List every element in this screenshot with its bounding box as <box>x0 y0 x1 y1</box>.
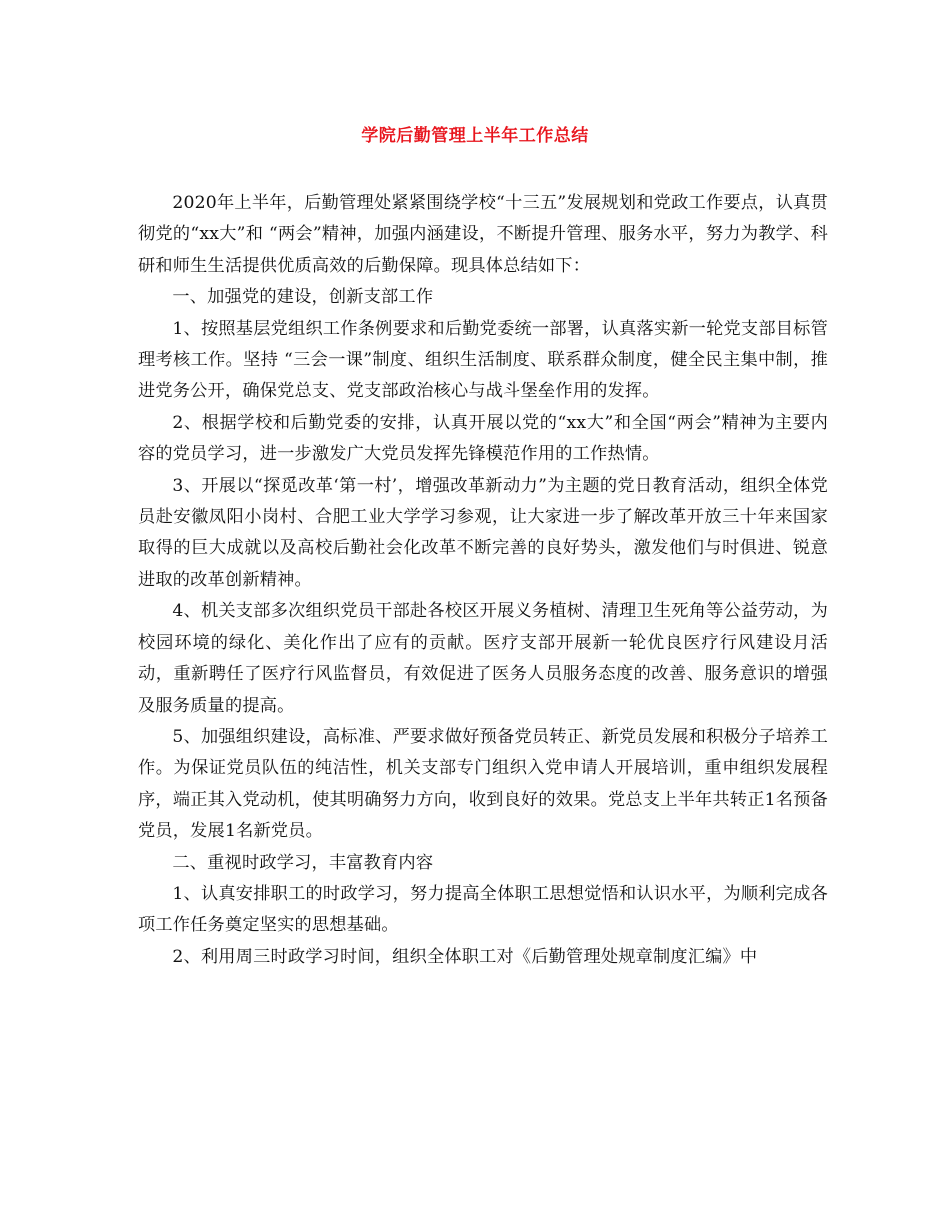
paragraph-1-2: 2、根据学校和后勤党委的安排，认真开展以党的“xx大”和全国“两会”精神为主要内容的党员学习，进一步激发广大党员发挥先锋模范作用的工作热情。 <box>138 412 828 465</box>
paragraph-1-1: 1、按照基层党组织工作条例要求和后勤党委统一部署，认真落实新一轮党支部目标管理考核工作。坚持 “三会一课”制度、组织生活制度、联系群众制度，健全民主集中制，推进党务公开，确保党总支、党支部政治核心与战斗堡垒作用的发挥。 <box>138 318 828 402</box>
paragraph-intro: 2020年上半年，后勤管理处紧紧围绕学校“十三五”发展规划和党政工作要点，认真贯彻党的“xx大”和 “两会”精神，加强内涵建设，不断提升管理、服务水平，努力为教学、科研和师生生活提供优质高效的后勤保障。现具体总结如下： <box>138 193 828 276</box>
paragraph-2-2: 2、利用周三时政学习时间，组织全体职工对《后勤管理处规章制度汇编》中 <box>172 946 758 967</box>
paragraph-1-3: 3、开展以“探觅改革‘第一村’，增强改革新动力”为主题的党日教育活动，组织全体党员赴安徽凤阳小岗村、合肥工业大学学习参观，让大家进一步了解改革开放三十年来国家取得的巨大成就以及高校后勤社会化改革不断完善的良好势头，激发他们与时俱进、锐意进取的改革创新精神。 <box>138 475 828 590</box>
paragraph-1-5: 5、加强组织建设，高标准、严要求做好预备党员转正、新党员发展和积极分子培养工作。为保证党员队伍的纯洁性，机关支部专门组织入党申请人开展培训，重申组织发展程序，端正其入党动机，使其明确努力方向，收到良好的效果。党总支上半年共转正1名预备党员，发展1名新党员。 <box>138 726 828 842</box>
section-heading-2: 二、重视时政学习，丰富教育内容 <box>172 852 434 873</box>
paragraph-2-1: 1、认真安排职工的时政学习，努力提高全体职工思想觉悟和认识水平，为顺利完成各项工作任务奠定坚实的思想基础。 <box>138 883 828 936</box>
document-body <box>138 188 828 973</box>
section-heading-1: 一、加强党的建设，创新支部工作 <box>172 287 434 308</box>
paragraph-1-4: 4、机关支部多次组织党员干部赴各校区开展义务植树、清理卫生死角等公益劳动，为校园环境的绿化、美化作出了应有的贡献。医疗支部开展新一轮优良医疗行风建设月活动，重新聘任了医疗行风监督员，有效促进了医务人员服务态度的改善、服务意识的增强及服务质量的提高。 <box>138 601 828 716</box>
document-title: 学院后勤管理上半年工作总结 <box>361 126 589 146</box>
